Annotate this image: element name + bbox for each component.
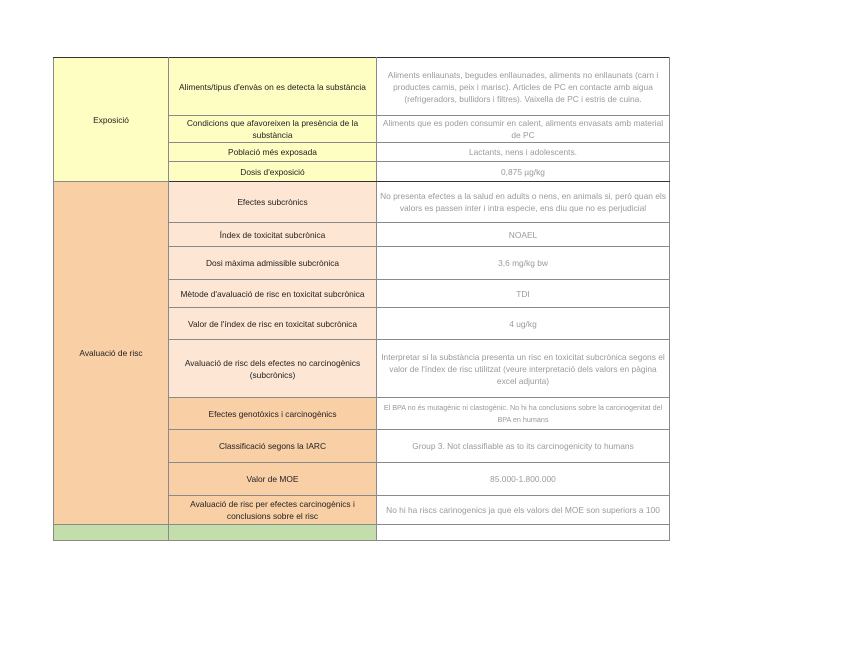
row-value: 3,6 mg/kg bw bbox=[377, 247, 670, 280]
row-value: Lactants, nens i adolescents. bbox=[377, 143, 670, 162]
row-value: 4 ug/kg bbox=[377, 308, 670, 340]
row-value: No hi ha riscs carinogenics ja que els valors del MOE son superiors a 100 bbox=[377, 496, 670, 525]
empty-cell bbox=[377, 525, 670, 541]
row-label: Població més exposada bbox=[169, 143, 377, 162]
row-value: NOAEL bbox=[377, 223, 670, 247]
row-label: Efectes genotòxics i carcinogènics bbox=[169, 398, 377, 430]
row-label: Valor de l'índex de risc en toxicitat subcrònica bbox=[169, 308, 377, 340]
row-value: Aliments que es poden consumir en calent, aliments envasats amb material de PC bbox=[377, 116, 670, 143]
row-label: Índex de toxicitat subcrònica bbox=[169, 223, 377, 247]
row-label: Dosi màxima admissible subcrònica bbox=[169, 247, 377, 280]
row-label: Condicions que afavoreixen la presència de la substància bbox=[169, 116, 377, 143]
row-label: Dosis d'exposició bbox=[169, 162, 377, 182]
row-value: Interpretar si la substància presenta un risc en toxicitat subcrònica segons el valor de l'índex de risc utilitzat (veure interpretació dels valors en pàgina excel adjunta) bbox=[377, 340, 670, 398]
row-label: Avaluació de risc dels efectes no carcinogènics (subcrònics) bbox=[169, 340, 377, 398]
table-row bbox=[54, 58, 670, 116]
empty-cell bbox=[169, 525, 377, 541]
table-row bbox=[54, 182, 670, 223]
category-avaluacio: Avaluació de risc bbox=[54, 182, 169, 525]
table-row-empty bbox=[54, 525, 670, 541]
row-value: Aliments enllaunats, begudes enllaunades, aliments no enllaunats (carn i productes carnis, peix i marisc). Articles de PC en contacte amb aigua (refrigeradors, bullidors i filtres). Vaixella de PC i estris de cuina. bbox=[377, 58, 670, 116]
row-label: Mètode d'avaluació de risc en toxicitat subcrònica bbox=[169, 280, 377, 308]
row-value: El BPA no és mutagènic ni clastogènic. No hi ha conclusions sobre la carcinogenitat del BPA en humans bbox=[377, 398, 670, 430]
row-label: Aliments/tipus d'envàs on es detecta la substància bbox=[169, 58, 377, 116]
row-label: Avaluació de risc per efectes carcinogènics i conclusions sobre el risc bbox=[169, 496, 377, 525]
empty-cell bbox=[54, 525, 169, 541]
row-label: Classificació segons la IARC bbox=[169, 430, 377, 463]
category-exposicio: Exposició bbox=[54, 58, 169, 182]
risk-table bbox=[53, 57, 670, 541]
row-value: 0,875 µg/kg bbox=[377, 162, 670, 182]
row-label: Valor de MOE bbox=[169, 463, 377, 496]
row-value: 85.000-1.800.000 bbox=[377, 463, 670, 496]
row-value: TDI bbox=[377, 280, 670, 308]
row-value: Group 3. Not classifiable as to its carcinogenicity to humans bbox=[377, 430, 670, 463]
row-label: Efectes subcrònics bbox=[169, 182, 377, 223]
row-value: No presenta efectes a la salud en adults o nens, en animals si, però quan els valors es passen inter i intra especie, ens diu que no es perjudicial bbox=[377, 182, 670, 223]
